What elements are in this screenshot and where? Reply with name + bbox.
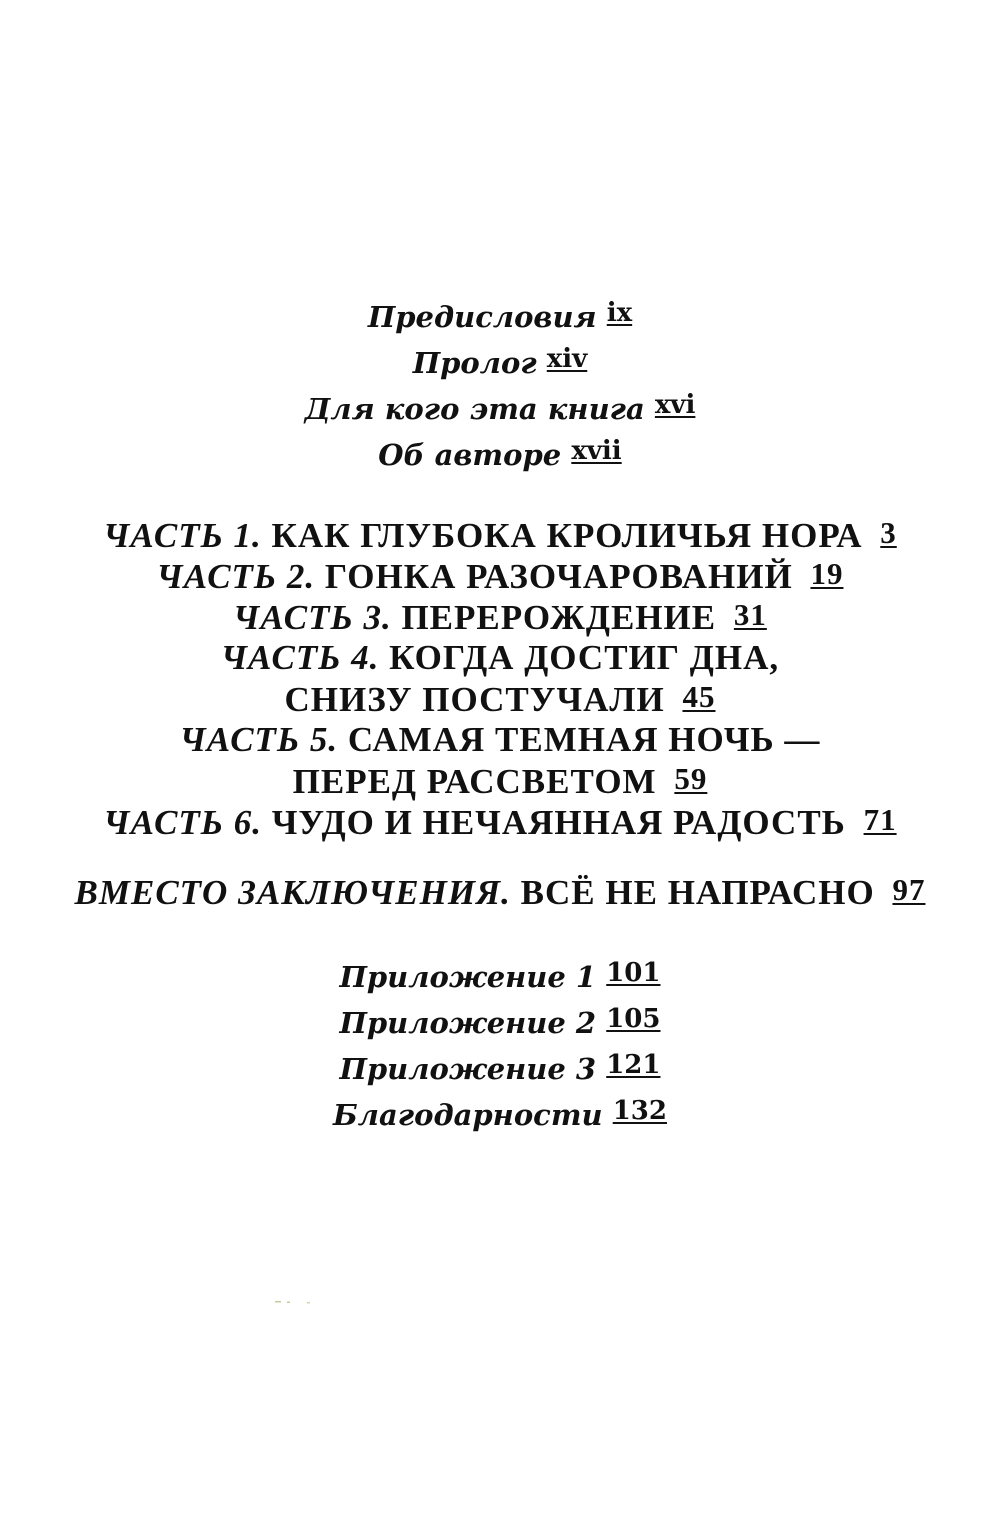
toc-entry-part-3[interactable] — [0, 597, 1000, 638]
toc-entry-front-2[interactable] — [0, 344, 1000, 380]
toc-page-number: xiv — [546, 344, 588, 374]
toc-entry-title: Об авторе — [378, 438, 562, 472]
toc-entry-title-continued: ПЕРЕД РАССВЕТОМ — [292, 762, 657, 801]
toc-entry-appendix-2[interactable] — [0, 1004, 1000, 1040]
scan-speck-mark — [275, 1300, 315, 1304]
toc-entry-title: ГОНКА РАЗОЧАРОВАНИЙ — [324, 557, 793, 596]
toc-entry-title: Приложение 1 — [339, 960, 597, 994]
toc-entry-part-2[interactable] — [0, 556, 1000, 597]
toc-page-number: 45 — [682, 679, 716, 714]
toc-entry-title: Для кого эта книга — [304, 392, 645, 426]
toc-part-label: ЧАСТЬ 5. — [179, 720, 339, 759]
toc-entry-part-6[interactable] — [0, 802, 1000, 843]
toc-entry-title: Приложение 2 — [339, 1006, 597, 1040]
toc-entry-title: ЧУДО И НЕЧАЯННАЯ РАДОСТЬ — [271, 803, 846, 842]
toc-page-number: 101 — [606, 958, 661, 988]
toc-entry-title: Предисловия — [367, 300, 597, 334]
toc-page-number: xvii — [571, 436, 622, 466]
toc-entry-title: ПЕРЕРОЖДЕНИЕ — [401, 598, 717, 637]
toc-part-label: ВМЕСТО ЗАКЛЮЧЕНИЯ. — [74, 873, 511, 912]
toc-page-number: 59 — [674, 761, 708, 796]
toc-entry-title: ВСЁ НЕ НАПРАСНО — [520, 873, 875, 912]
toc-entry-title: Пролог — [412, 346, 537, 380]
toc-page-number: 121 — [606, 1050, 661, 1080]
toc-page-number: xvi — [654, 390, 696, 420]
toc-page-number: 97 — [892, 872, 926, 907]
toc-entry-front-3[interactable] — [0, 390, 1000, 426]
toc-part-label: ЧАСТЬ 1. — [103, 516, 262, 555]
toc-entry-title: Приложение 3 — [339, 1052, 597, 1086]
toc-part-label: ЧАСТЬ 2. — [156, 557, 316, 596]
toc-entry-acknowledgements[interactable] — [0, 1096, 1000, 1132]
toc-entry-part-5-continued[interactable] — [0, 761, 1000, 802]
toc-part-label: ЧАСТЬ 4. — [220, 638, 380, 677]
toc-page-number: ix — [606, 298, 633, 328]
toc-entry-appendix-1[interactable] — [0, 958, 1000, 994]
toc-page-number: 105 — [606, 1004, 661, 1034]
toc-entry-title: САМАЯ ТЕМНАЯ НОЧЬ — — [347, 720, 821, 759]
toc-entry-part-4[interactable] — [0, 638, 1000, 678]
toc-page-number: 3 — [880, 515, 897, 550]
toc-entry-conclusion[interactable] — [0, 872, 1000, 913]
toc-entry-part-4-continued[interactable] — [0, 679, 1000, 720]
toc-entry-appendix-3[interactable] — [0, 1050, 1000, 1086]
toc-page-number: 132 — [612, 1096, 667, 1126]
toc-page-number: 19 — [810, 556, 844, 591]
toc-entry-part-1[interactable] — [0, 515, 1000, 556]
toc-page-number: 31 — [733, 597, 767, 632]
toc-entry-title: КОГДА ДОСТИГ ДНА, — [389, 638, 780, 677]
toc-part-label: ЧАСТЬ 6. — [103, 803, 262, 842]
toc-entry-title: КАК ГЛУБОКА КРОЛИЧЬЯ НОРА — [271, 516, 863, 555]
toc-entry-front-4[interactable] — [0, 436, 1000, 472]
toc-entry-part-5[interactable] — [0, 720, 1000, 760]
toc-page-number: 71 — [863, 802, 897, 837]
toc-entry-front-1[interactable] — [0, 298, 1000, 334]
toc-part-label: ЧАСТЬ 3. — [233, 598, 392, 637]
toc-entry-title: Благодарности — [333, 1098, 603, 1132]
toc-entry-title-continued: СНИЗУ ПОСТУЧАЛИ — [284, 680, 665, 719]
